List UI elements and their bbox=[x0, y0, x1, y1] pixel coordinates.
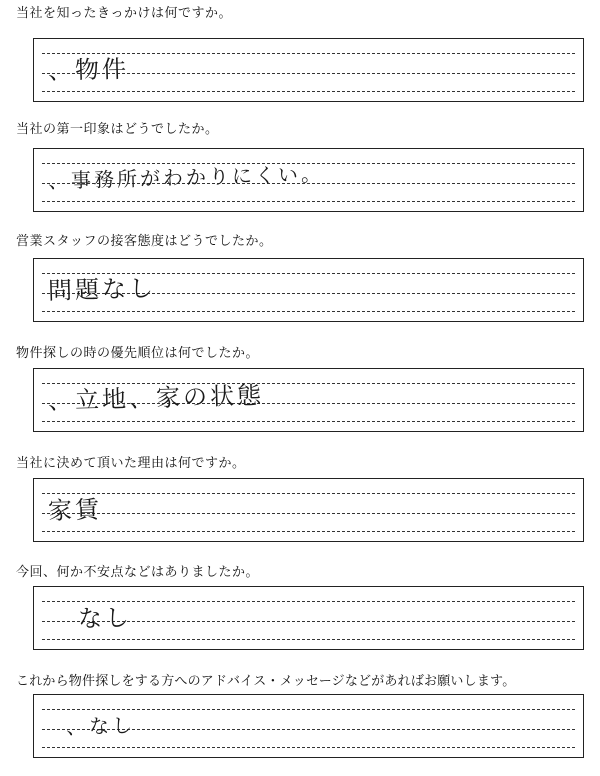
answer-1-line-3 bbox=[42, 91, 575, 92]
question-5-label: 当社に決めて頂いた理由は何ですか。 bbox=[16, 456, 246, 471]
answer-5-line-1 bbox=[42, 493, 575, 494]
answer-7-box bbox=[33, 694, 584, 758]
answer-4-box bbox=[33, 368, 584, 432]
answer-1-handwriting: 、物件 bbox=[47, 54, 130, 85]
answer-2-handwriting: 、事務所がわかりにくい。 bbox=[47, 161, 325, 193]
answer-1-box bbox=[33, 38, 584, 102]
question-6-label: 今回、何か不安点などはありましたか。 bbox=[16, 565, 260, 580]
question-3-label: 営業スタッフの接客態度はどうでしたか。 bbox=[16, 234, 273, 249]
answer-6-box bbox=[33, 586, 584, 650]
question-7-label: これから物件探しをする方へのアドバイス・メッセージなどがあればお願いします。 bbox=[16, 674, 516, 689]
answer-3-handwriting: 問題なし bbox=[47, 274, 157, 305]
answer-5-line-3 bbox=[42, 531, 575, 532]
answer-4-handwriting: 、立地、家の状態 bbox=[47, 381, 265, 415]
answer-5-box bbox=[33, 478, 584, 542]
answer-2-box bbox=[33, 148, 584, 212]
answer-7-handwriting: 、なし bbox=[65, 713, 136, 739]
answer-7-line-3 bbox=[42, 747, 575, 748]
answer-5-line-2 bbox=[42, 513, 575, 514]
answer-6-handwriting: なし bbox=[77, 603, 133, 633]
answer-5-handwriting: 家賃 bbox=[47, 495, 103, 525]
answer-3-line-3 bbox=[42, 311, 575, 312]
question-1-label: 当社を知ったきっかけは何ですか。 bbox=[16, 6, 233, 21]
question-2-label: 当社の第一印象はどうでしたか。 bbox=[16, 122, 219, 137]
answer-2-line-3 bbox=[42, 201, 575, 202]
answer-6-line-3 bbox=[42, 639, 575, 640]
question-4-label: 物件探しの時の優先順位は何でしたか。 bbox=[16, 346, 260, 361]
answer-4-line-3 bbox=[42, 421, 575, 422]
answer-3-box bbox=[33, 258, 584, 322]
